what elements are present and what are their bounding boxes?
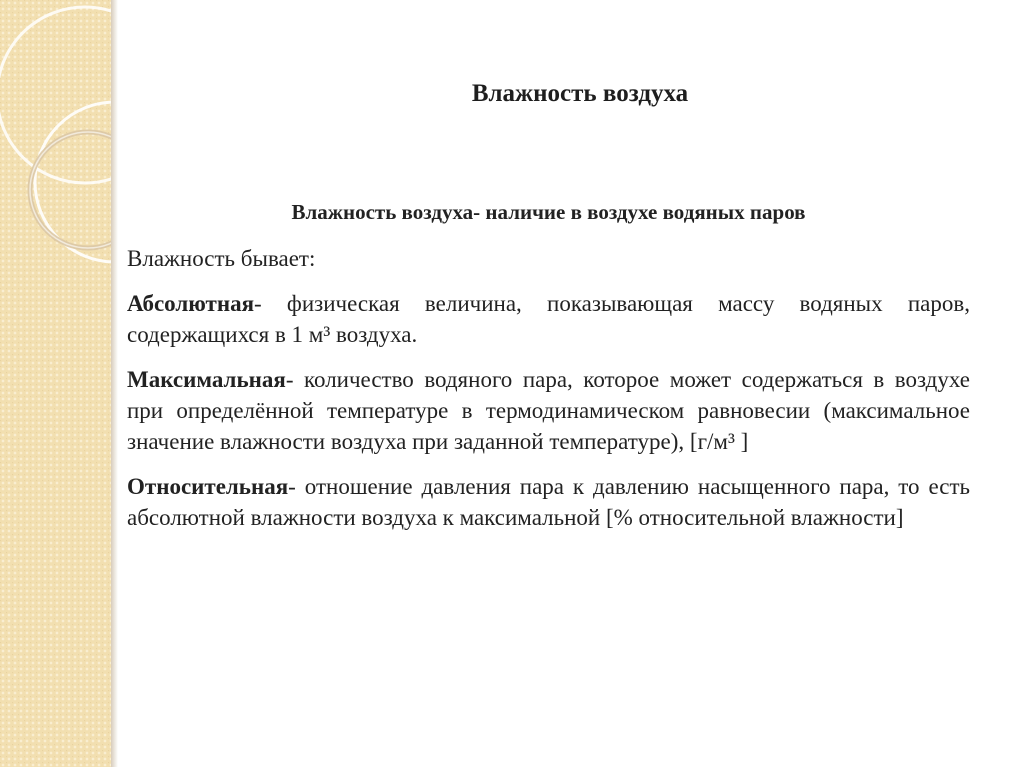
side-band-shadow [111,0,118,767]
paragraph-maximum [127,364,970,457]
text-relative: - отношение давления пара к давлению насыщенного пара, то есть абсолютной влажности воздуха к максимальной [% относительной влажности] [127,474,970,530]
intro-line: Влажность бывает: [127,246,316,271]
slide-title: Влажность воздуха [471,80,689,107]
term-maximum: Максимальная [127,367,286,392]
paragraph-relative [127,471,970,533]
paragraph-absolute [127,288,970,350]
ring-large [0,7,111,183]
slide-content [127,197,970,547]
term-relative: Относительная [127,474,289,499]
decorative-rings [0,0,111,767]
term-absolute: Абсолютная [127,291,255,316]
definition-line: Влажность воздуха- наличие в воздухе водяных паров [291,200,806,224]
decorative-side-band [0,0,111,767]
text-maximum: - количество водяного пара, которое может содержаться в воздухе при определённой температуре в термодинамическом равновесии (максимальное значение влажности воздуха при заданной температуре), [г/м³ ] [127,367,970,454]
text-absolute: - физическая величина, показывающая массу водяных паров, содержащихся в 1 м³ воздуха. [127,291,970,347]
